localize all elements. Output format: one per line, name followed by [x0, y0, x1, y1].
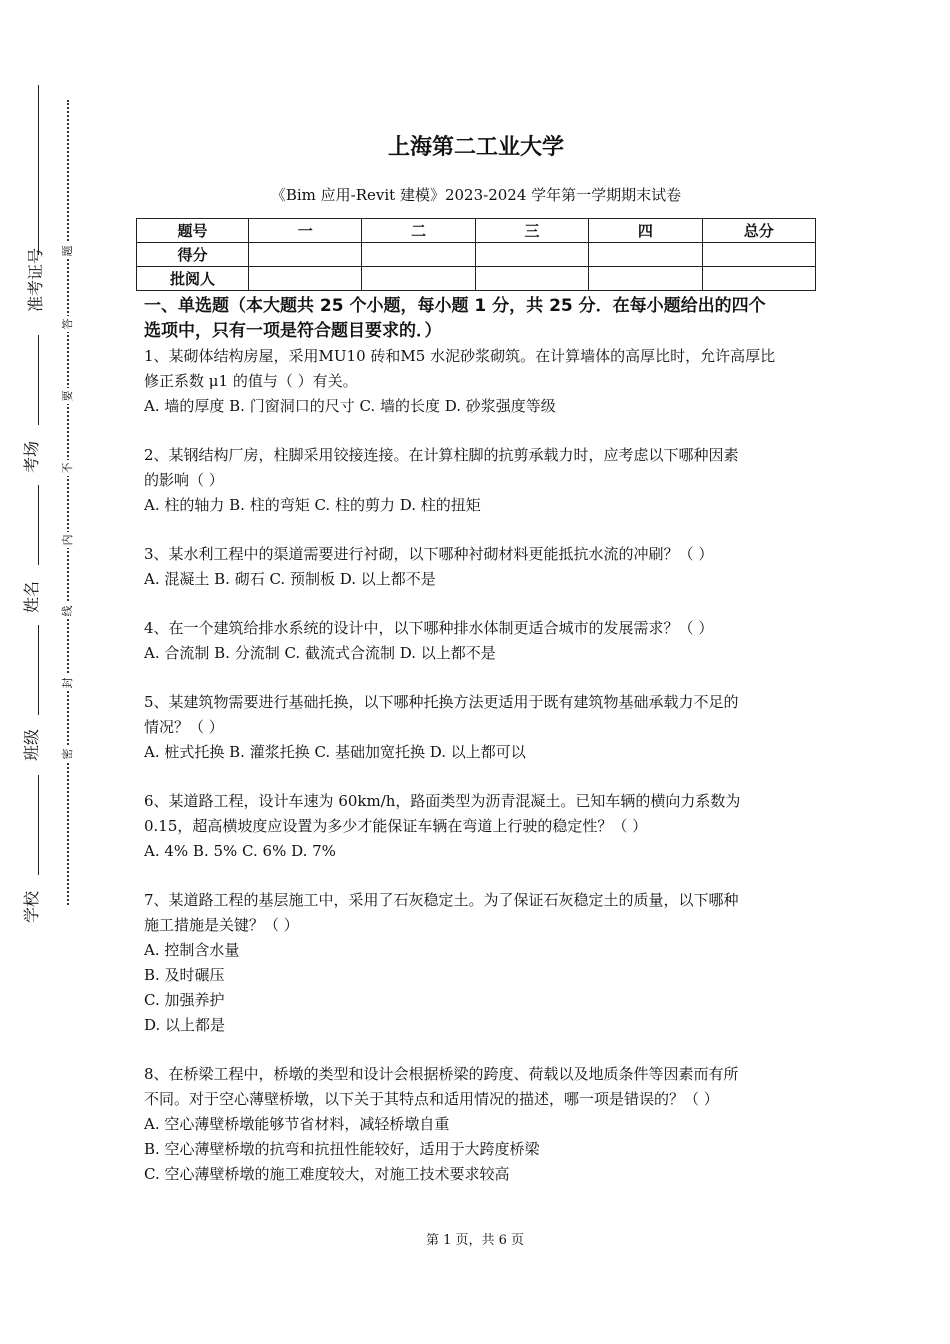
score-cell [362, 243, 475, 267]
margin-line [38, 625, 39, 715]
question-line: 1、某砌体结构房屋，采用MU10 砖和M5 水泥砂浆砌筑。在计算墙体的高厚比时，允许高厚比 [144, 347, 776, 365]
question-line: 5、某建筑物需要进行基础托换，以下哪种托换方法更适用于既有建筑物基础承载力不足的 [144, 693, 739, 711]
question-2 [144, 443, 814, 518]
question-options: A. 混凝土 B. 砌石 C. 预制板 D. 以上都不是 [144, 570, 436, 588]
exam-id-label: 准考证号 [26, 248, 45, 313]
question-option: A. 空心薄壁桥墩能够节省材料，减轻桥墩自重 [144, 1115, 450, 1133]
question-6 [144, 789, 814, 864]
question-option: B. 及时碾压 [144, 966, 225, 984]
reviewer-cell [362, 267, 475, 291]
section-heading-line: 选项中，只有一项是符合题目要求的．） [144, 321, 442, 341]
question-3 [144, 542, 814, 592]
margin-line [38, 85, 39, 255]
question-line: 2、某钢结构厂房，柱脚采用铰接连接。在计算柱脚的抗剪承载力时，应考虑以下哪种因素 [144, 446, 739, 464]
question-option: A. 控制含水量 [144, 941, 240, 959]
score-row [137, 243, 816, 267]
score-table-header: 三 [475, 219, 588, 243]
seal-char: 题 [60, 243, 76, 259]
question-line: 修正系数 μ1 的值与（ ）有关。 [144, 372, 358, 390]
exam-room-label: 考场 [22, 441, 41, 474]
seal-char: 封 [60, 675, 76, 691]
question-line: 6、某道路工程，设计车速为 60km/h，路面类型为沥青混凝土。已知车辆的横向力系数为 [144, 792, 741, 810]
score-cell [702, 243, 815, 267]
question-4 [144, 616, 814, 666]
seal-char: 答 [60, 316, 76, 332]
question-line: 4、在一个建筑给排水系统的设计中，以下哪种排水体制更适合城市的发展需求？（ ） [144, 619, 714, 637]
question-1 [144, 344, 814, 419]
seal-char: 不 [60, 460, 76, 476]
score-table-header: 二 [362, 219, 475, 243]
question-options: A. 墙的厚度 B. 门窗洞口的尺寸 C. 墙的长度 D. 砂浆强度等级 [144, 397, 556, 415]
question-option: B. 空心薄壁桥墩的抗弯和抗扭性能较好，适用于大跨度桥梁 [144, 1140, 540, 1158]
question-line: 施工措施是关键？（ ） [144, 916, 299, 934]
binding-margin [0, 0, 110, 1344]
page-title: 上海第二工业大学 [387, 134, 564, 159]
score-table-header: 总分 [702, 219, 815, 243]
reviewer-cell [702, 267, 815, 291]
question-line: 的影响（ ） [144, 471, 224, 489]
question-line: 7、某道路工程的基层施工中，采用了石灰稳定土。为了保证石灰稳定土的质量，以下哪种 [144, 891, 739, 909]
question-option: C. 空心薄壁桥墩的施工难度较大，对施工技术要求较高 [144, 1165, 510, 1183]
question-5 [144, 690, 814, 765]
reviewer-cell [249, 267, 362, 291]
margin-line [38, 775, 39, 875]
name-label: 姓名 [22, 581, 41, 614]
question-line: 8、在桥梁工程中，桥墩的类型和设计会根据桥梁的跨度、荷载以及地质条件等因素而有所 [144, 1065, 739, 1083]
question-8 [144, 1062, 814, 1187]
seal-dotted-line [67, 100, 69, 905]
question-options: A. 桩式托换 B. 灌浆托换 C. 基础加宽托换 D. 以上都可以 [144, 743, 526, 761]
question-options: A. 4% B. 5% C. 6% D. 7% [144, 842, 336, 860]
margin-line [38, 335, 39, 425]
reviewer-cell [589, 267, 702, 291]
question-line: 情况？（ ） [144, 718, 224, 736]
score-cell [589, 243, 702, 267]
score-row-label: 得分 [137, 243, 249, 267]
class-label: 班级 [22, 729, 41, 762]
section-heading [144, 294, 814, 344]
score-table [136, 218, 816, 291]
question-options: A. 合流制 B. 分流制 C. 截流式合流制 D. 以上都不是 [144, 644, 496, 662]
margin-line [38, 485, 39, 565]
score-table-header: 四 [589, 219, 702, 243]
question-option: D. 以上都是 [144, 1016, 226, 1034]
page-subtitle: 《Bim 应用-Revit 建模》2023-2024 学年第一学期期末试卷 [270, 186, 682, 204]
seal-char: 密 [60, 746, 76, 762]
question-7 [144, 888, 814, 1038]
seal-char: 内 [60, 532, 76, 548]
seal-char: 要 [60, 388, 76, 404]
score-cell [249, 243, 362, 267]
question-line: 3、某水利工程中的渠道需要进行衬砌，以下哪种衬砌材料更能抵抗水流的冲刷？（ ） [144, 545, 714, 563]
reviewer-row [137, 267, 816, 291]
question-list [144, 344, 814, 1211]
reviewer-cell [475, 267, 588, 291]
reviewer-row-label: 批阅人 [137, 267, 249, 291]
question-line: 不同。对于空心薄壁桥墩，以下关于其特点和适用情况的描述，哪一项是错误的？（ ） [144, 1090, 719, 1108]
seal-char: 线 [60, 603, 76, 619]
section-heading-line: 一、单选题（本大题共 25 个小题，每小题 1 分，共 25 分．在每小题给出的四个 [144, 296, 766, 316]
page-footer: 第 1 页，共 6 页 [425, 1233, 525, 1248]
score-table-header-row [137, 219, 816, 243]
score-table-header: 题号 [137, 219, 249, 243]
score-table-header: 一 [249, 219, 362, 243]
question-option: C. 加强养护 [144, 991, 225, 1009]
score-cell [475, 243, 588, 267]
school-label: 学校 [22, 891, 41, 924]
question-options: A. 柱的轴力 B. 柱的弯矩 C. 柱的剪力 D. 柱的扭矩 [144, 496, 481, 514]
question-line: 0.15，超高横坡度应设置为多少才能保证车辆在弯道上行驶的稳定性？（ ） [144, 817, 648, 835]
